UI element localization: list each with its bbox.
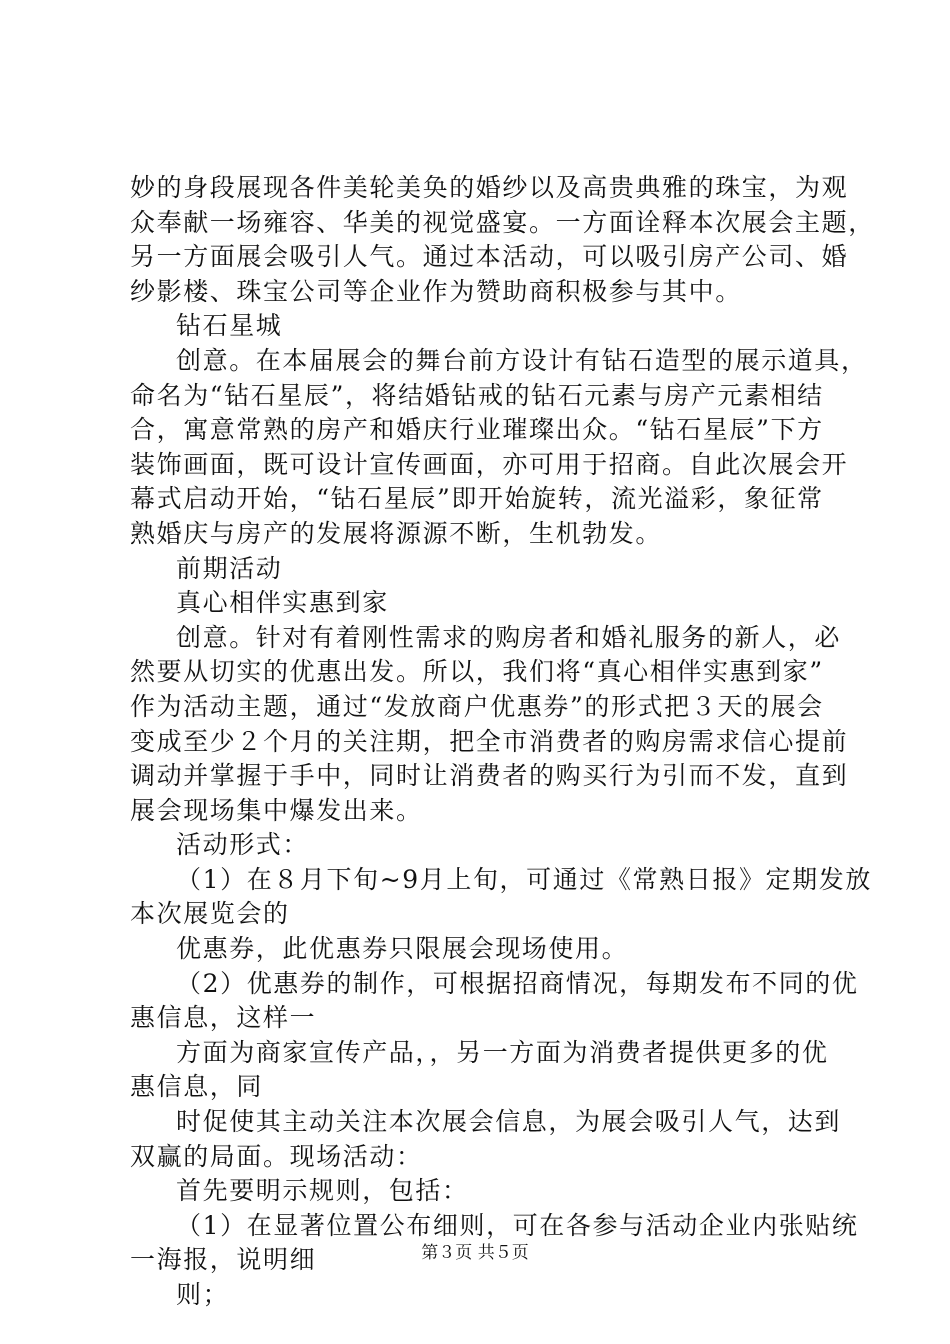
text-line: 方面为商家宣传产品，，另一方面为消费者提供更多的优 [176, 1037, 829, 1067]
text-line: 变成至少２个月的关注期，把全市消费者的购房需求信心提前 [130, 726, 849, 756]
text-line: 首先要明示规则，包括： [176, 1176, 469, 1206]
text-line: （1）在８月下旬~9月上旬，可通过《常熟日报》定期发放 [176, 864, 872, 894]
text-line: （1）在显著位置公布细则，可在各参与活动企业内张贴统 [176, 1210, 859, 1240]
text-line: 展会现场集中爆发出来。 [130, 795, 423, 825]
text-line: 优惠券，此优惠券只限展会现场使用。 [176, 934, 629, 964]
text-line: 然要从切实的优惠出发。所以，我们将“真心相伴实惠到家” [130, 657, 824, 687]
text-line: 时促使其主动关注本次展会信息，为展会吸引人气，达到 [176, 1107, 842, 1137]
document-body [130, 171, 875, 1313]
text-line: 则； [176, 1280, 230, 1309]
text-line: 活动形式： [176, 830, 310, 860]
text-line: 另一方面展会吸引人气。通过本活动，可以吸引房产公司、婚 [130, 242, 849, 272]
text-line: 妙的身段展现各件美轮美奂的婚纱以及高贵典雅的珠宝，为观 [130, 173, 849, 202]
text-line: （2）优惠券的制作，可根据招商情况，每期发布不同的优 [176, 968, 859, 998]
text-line: 钻石星城 [176, 311, 283, 341]
page-footer: 第３页 共５页 [421, 1243, 529, 1263]
text-line: 惠信息，这样一 [130, 1003, 317, 1033]
text-line: 调动并掌握于手中，同时让消费者的购买行为引而不发，直到 [130, 761, 849, 791]
text-line: 装饰画面，既可设计宣传画面，亦可用于招商。自此次展会开 [130, 449, 849, 479]
text-line: 创意。在本届展会的舞台前方设计有钻石造型的展示道具， [176, 345, 868, 375]
text-line: 熟婚庆与房产的发展将源源不断，生机勃发。 [130, 518, 663, 548]
text-line: 命名为“钻石星辰”，将结婚钻戒的钻石元素与房产元素相结 [130, 380, 824, 410]
text-line: 幕式启动开始，“钻石星辰”即开始旋转，流光溢彩，象征常 [130, 484, 824, 514]
text-line: 真心相伴实惠到家 [176, 588, 389, 618]
text-line: 创意。针对有着刚性需求的购房者和婚礼服务的新人，必 [176, 622, 842, 652]
text-line: 纱影楼、珠宝公司等企业作为赞助商积极参与其中。 [130, 276, 742, 306]
text-line: 一海报，说明细 [130, 1245, 317, 1275]
text-line: 双赢的局面。现场活动： [130, 1141, 423, 1171]
text-line: 惠信息，同 [130, 1072, 264, 1102]
text-line: 作为活动主题，通过“发放商户优惠券”的形式把３天的展会 [130, 691, 824, 721]
text-line: 前期活动 [176, 553, 283, 583]
text-line: 合，寓意常熟的房产和婚庆行业璀璨出众。“钻石星辰”下方 [130, 415, 824, 445]
text-line: 本次展览会的 [130, 899, 290, 929]
text-line: 众奉献一场雍容、华美的视觉盛宴。一方面诠释本次展会主题， [130, 207, 875, 237]
